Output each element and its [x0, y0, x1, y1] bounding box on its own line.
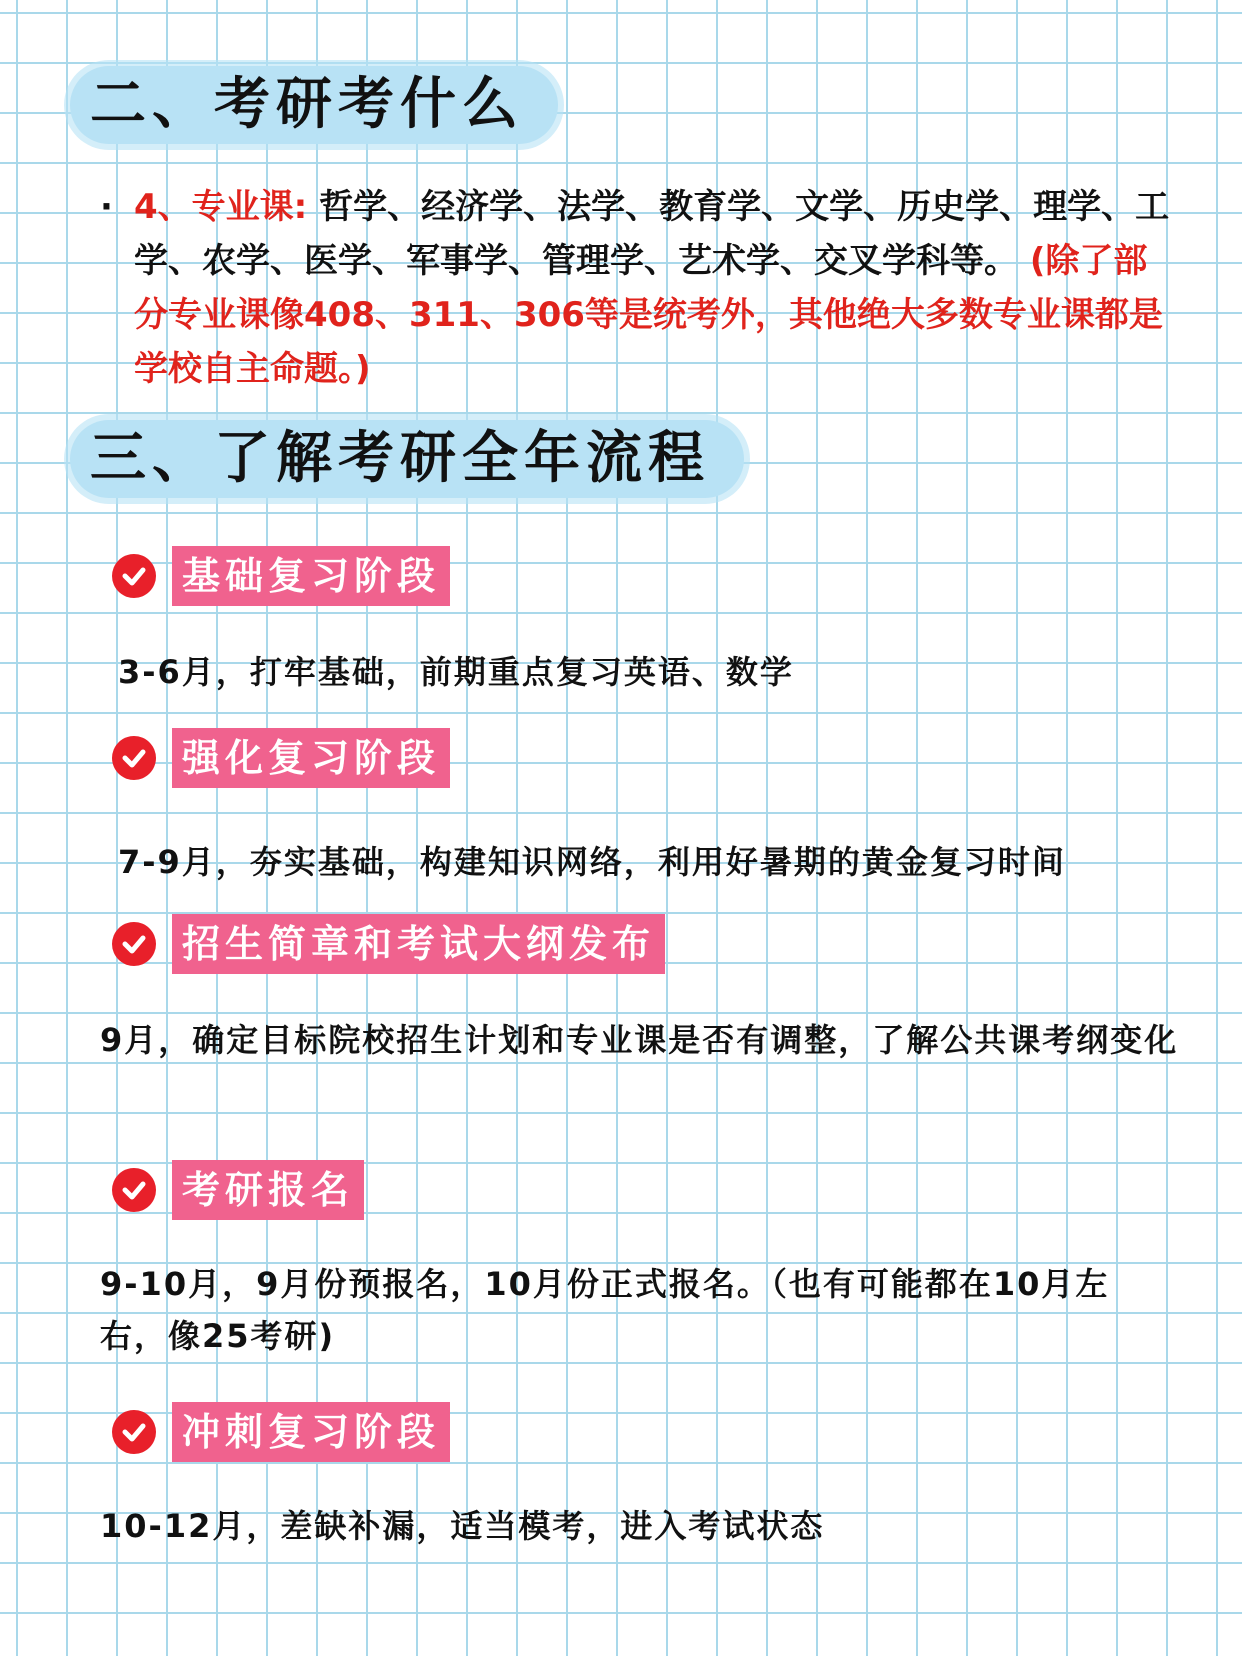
check-icon [112, 1410, 156, 1454]
bullet-subjects: 哲学、经济学、法学、教育学、文学、历史学、理学、工学、农学、医学、军事学、管理学、艺术学、交叉学科等。 [134, 187, 1170, 281]
section-title-what-to-test: 二、考研考什么 [70, 66, 558, 144]
section-title-yearly-process: 三、了解考研全年流程 [70, 420, 744, 498]
stage-heading [112, 916, 665, 972]
check-icon [112, 554, 156, 598]
stage-heading [112, 1162, 364, 1218]
stage-description: 9月，确定目标院校招生计划和专业课是否有调整，了解公共课考纲变化 [100, 1021, 1179, 1059]
stage-description: 10-12月，差缺补漏，适当模考，进入考试状态 [100, 1507, 825, 1545]
check-icon [112, 1168, 156, 1212]
bullet-note: (除了部分专业课像408、311、306等是统考外，其他绝大多数专业课都是学校自主命题。) [134, 241, 1163, 389]
stage-label: 基础复习阶段 [172, 546, 450, 606]
stage-label: 强化复习阶段 [172, 728, 450, 788]
check-icon [112, 736, 156, 780]
stage-label: 考研报名 [172, 1160, 364, 1220]
stage-description: 9-10月，9月份预报名，10月份正式报名。（也有可能都在10月左右，像25考研) [100, 1265, 1110, 1355]
check-icon [112, 922, 156, 966]
stage-label: 冲刺复习阶段 [172, 1402, 450, 1462]
bullet-dot: · [100, 187, 113, 227]
stage-description: 3-6月，打牢基础，前期重点复习英语、数学 [118, 653, 794, 691]
stage-heading [112, 548, 450, 604]
stage-heading [112, 730, 450, 786]
bullet-label: 4、专业课: [134, 187, 308, 227]
stage-label: 招生简章和考试大纲发布 [172, 914, 665, 974]
stage-description: 7-9月，夯实基础，构建知识网络，利用好暑期的黄金复习时间 [118, 843, 1066, 881]
stage-heading [112, 1404, 450, 1460]
subject-bullet [100, 180, 1180, 396]
